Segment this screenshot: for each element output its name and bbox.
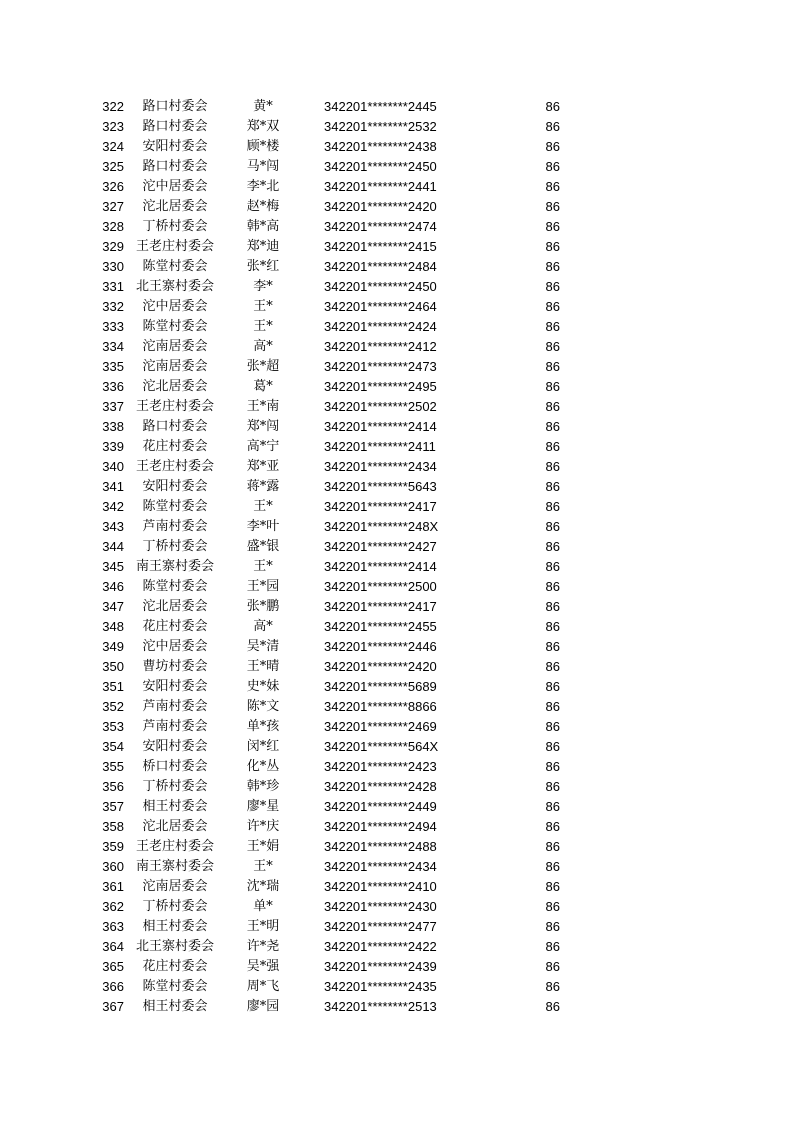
table-row <box>0 877 793 897</box>
person-name: 张*鹏 <box>246 599 280 614</box>
masked-id-number: 342201********2446 <box>324 639 437 654</box>
amount: 86 <box>545 779 560 794</box>
masked-id-number: 342201********2422 <box>324 939 437 954</box>
masked-id-number: 342201********5643 <box>324 479 437 494</box>
table-row <box>0 917 793 937</box>
masked-id-number: 342201********2412 <box>324 339 437 354</box>
village-committee: 陈堂村委会 <box>142 259 208 274</box>
row-number: 367 <box>102 999 124 1014</box>
row-number: 358 <box>102 819 124 834</box>
table-row <box>0 717 793 737</box>
row-number: 348 <box>102 619 124 634</box>
row-number: 340 <box>102 459 124 474</box>
masked-id-number: 342201********2430 <box>324 899 437 914</box>
amount: 86 <box>545 519 560 534</box>
row-number: 344 <box>102 539 124 554</box>
village-committee: 相王村委会 <box>142 799 208 814</box>
person-name: 周*飞 <box>246 979 280 994</box>
row-number: 363 <box>102 919 124 934</box>
table-row <box>0 377 793 397</box>
person-name: 王*明 <box>246 919 280 934</box>
person-name: 廖*星 <box>246 799 280 814</box>
amount: 86 <box>545 399 560 414</box>
amount: 86 <box>545 659 560 674</box>
row-number: 355 <box>102 759 124 774</box>
row-number: 329 <box>102 239 124 254</box>
table-row <box>0 397 793 417</box>
table-row <box>0 417 793 437</box>
roster-table <box>0 97 793 1017</box>
masked-id-number: 342201********2532 <box>324 119 437 134</box>
amount: 86 <box>545 559 560 574</box>
person-name: 闵*红 <box>246 739 280 754</box>
village-committee: 安阳村委会 <box>142 139 208 154</box>
row-number: 356 <box>102 779 124 794</box>
masked-id-number: 342201********2450 <box>324 159 437 174</box>
masked-id-number: 342201********2410 <box>324 879 437 894</box>
person-name: 郑*闯 <box>246 419 280 434</box>
row-number: 330 <box>102 259 124 274</box>
row-number: 328 <box>102 219 124 234</box>
table-row <box>0 597 793 617</box>
village-committee: 南王寨村委会 <box>135 559 214 574</box>
person-name: 许*庆 <box>246 819 280 834</box>
table-row <box>0 237 793 257</box>
masked-id-number: 342201********2428 <box>324 779 437 794</box>
masked-id-number: 342201********2513 <box>324 999 437 1014</box>
row-number: 349 <box>102 639 124 654</box>
table-row <box>0 457 793 477</box>
table-row <box>0 197 793 217</box>
person-name: 陈*文 <box>246 699 280 714</box>
table-row <box>0 117 793 137</box>
village-committee: 丁桥村委会 <box>142 899 208 914</box>
person-name: 王* <box>253 499 273 514</box>
row-number: 333 <box>102 319 124 334</box>
amount: 86 <box>545 119 560 134</box>
table-row <box>0 797 793 817</box>
village-committee: 陈堂村委会 <box>142 499 208 514</box>
row-number: 341 <box>102 479 124 494</box>
table-row <box>0 157 793 177</box>
table-row <box>0 177 793 197</box>
amount: 86 <box>545 839 560 854</box>
person-name: 李*北 <box>246 179 280 194</box>
village-committee: 芦南村委会 <box>142 519 208 534</box>
amount: 86 <box>545 739 560 754</box>
amount: 86 <box>545 299 560 314</box>
person-name: 顾*楼 <box>246 139 280 154</box>
amount: 86 <box>545 859 560 874</box>
village-committee: 王老庄村委会 <box>135 399 214 414</box>
table-row <box>0 317 793 337</box>
row-number: 345 <box>102 559 124 574</box>
row-number: 323 <box>102 119 124 134</box>
table-row <box>0 617 793 637</box>
table-row <box>0 737 793 757</box>
masked-id-number: 342201********2495 <box>324 379 437 394</box>
village-committee: 芦南村委会 <box>142 719 208 734</box>
table-row <box>0 277 793 297</box>
amount: 86 <box>545 679 560 694</box>
masked-id-number: 342201********2494 <box>324 819 437 834</box>
village-committee: 相王村委会 <box>142 919 208 934</box>
amount: 86 <box>545 379 560 394</box>
amount: 86 <box>545 279 560 294</box>
row-number: 338 <box>102 419 124 434</box>
table-row <box>0 957 793 977</box>
village-committee: 安阳村委会 <box>142 739 208 754</box>
person-name: 吴*强 <box>246 959 280 974</box>
masked-id-number: 342201********2450 <box>324 279 437 294</box>
village-committee: 沱中居委会 <box>142 179 208 194</box>
row-number: 343 <box>102 519 124 534</box>
village-committee: 芦南村委会 <box>142 699 208 714</box>
person-name: 王*娟 <box>246 839 280 854</box>
row-number: 364 <box>102 939 124 954</box>
masked-id-number: 342201********2427 <box>324 539 437 554</box>
village-committee: 南王寨村委会 <box>135 859 214 874</box>
masked-id-number: 342201********2438 <box>324 139 437 154</box>
masked-id-number: 342201********2484 <box>324 259 437 274</box>
masked-id-number: 342201********2464 <box>324 299 437 314</box>
table-row <box>0 837 793 857</box>
person-name: 高* <box>253 619 273 634</box>
amount: 86 <box>545 419 560 434</box>
amount: 86 <box>545 999 560 1014</box>
person-name: 赵*梅 <box>246 199 280 214</box>
person-name: 吴*清 <box>246 639 280 654</box>
amount: 86 <box>545 939 560 954</box>
person-name: 许*尧 <box>246 939 280 954</box>
amount: 86 <box>545 579 560 594</box>
row-number: 334 <box>102 339 124 354</box>
village-committee: 陈堂村委会 <box>142 579 208 594</box>
row-number: 353 <box>102 719 124 734</box>
masked-id-number: 342201********2502 <box>324 399 437 414</box>
row-number: 362 <box>102 899 124 914</box>
village-committee: 丁桥村委会 <box>142 779 208 794</box>
village-committee: 北王寨村委会 <box>135 939 214 954</box>
person-name: 葛* <box>253 379 273 394</box>
table-row <box>0 497 793 517</box>
person-name: 化*丛 <box>246 759 280 774</box>
person-name: 张*红 <box>246 259 280 274</box>
village-committee: 丁桥村委会 <box>142 539 208 554</box>
masked-id-number: 342201********2414 <box>324 559 437 574</box>
amount: 86 <box>545 539 560 554</box>
row-number: 366 <box>102 979 124 994</box>
village-committee: 王老庄村委会 <box>135 839 214 854</box>
table-row <box>0 857 793 877</box>
person-name: 黄* <box>253 99 273 114</box>
table-row <box>0 537 793 557</box>
masked-id-number: 342201********8866 <box>324 699 437 714</box>
row-number: 326 <box>102 179 124 194</box>
row-number: 350 <box>102 659 124 674</box>
table-row <box>0 217 793 237</box>
masked-id-number: 342201********2415 <box>324 239 437 254</box>
person-name: 郑*双 <box>246 119 280 134</box>
amount: 86 <box>545 239 560 254</box>
masked-id-number: 342201********564X <box>324 739 439 754</box>
masked-id-number: 342201********2473 <box>324 359 437 374</box>
village-committee: 沱南居委会 <box>142 359 208 374</box>
village-committee: 安阳村委会 <box>142 679 208 694</box>
masked-id-number: 342201********2500 <box>324 579 437 594</box>
row-number: 342 <box>102 499 124 514</box>
masked-id-number: 342201********2449 <box>324 799 437 814</box>
village-committee: 北王寨村委会 <box>135 279 214 294</box>
person-name: 单* <box>253 899 273 914</box>
table-row <box>0 997 793 1017</box>
table-row <box>0 937 793 957</box>
person-name: 李*叶 <box>246 519 280 534</box>
amount: 86 <box>545 759 560 774</box>
table-row <box>0 657 793 677</box>
amount: 86 <box>545 899 560 914</box>
amount: 86 <box>545 199 560 214</box>
person-name: 蒋*露 <box>246 479 280 494</box>
table-row <box>0 677 793 697</box>
village-committee: 相王村委会 <box>142 999 208 1014</box>
masked-id-number: 342201********2420 <box>324 659 437 674</box>
village-committee: 沱北居委会 <box>142 379 208 394</box>
person-name: 李* <box>253 279 273 294</box>
village-committee: 沱中居委会 <box>142 639 208 654</box>
village-committee: 路口村委会 <box>142 419 208 434</box>
table-row <box>0 437 793 457</box>
masked-id-number: 342201********2455 <box>324 619 437 634</box>
village-committee: 沱南居委会 <box>142 339 208 354</box>
person-name: 王* <box>253 559 273 574</box>
village-committee: 安阳村委会 <box>142 479 208 494</box>
amount: 86 <box>545 599 560 614</box>
person-name: 郑*亚 <box>246 459 280 474</box>
row-number: 325 <box>102 159 124 174</box>
village-committee: 王老庄村委会 <box>135 459 214 474</box>
amount: 86 <box>545 159 560 174</box>
amount: 86 <box>545 719 560 734</box>
village-committee: 路口村委会 <box>142 99 208 114</box>
masked-id-number: 342201********2474 <box>324 219 437 234</box>
row-number: 324 <box>102 139 124 154</box>
masked-id-number: 342201********2435 <box>324 979 437 994</box>
row-number: 365 <box>102 959 124 974</box>
masked-id-number: 342201********2423 <box>324 759 437 774</box>
amount: 86 <box>545 479 560 494</box>
table-row <box>0 357 793 377</box>
village-committee: 沱中居委会 <box>142 299 208 314</box>
person-name: 王*南 <box>246 399 280 414</box>
masked-id-number: 342201********2434 <box>324 859 437 874</box>
row-number: 359 <box>102 839 124 854</box>
masked-id-number: 342201********5689 <box>324 679 437 694</box>
row-number: 361 <box>102 879 124 894</box>
masked-id-number: 342201********2424 <box>324 319 437 334</box>
person-name: 郑*迪 <box>246 239 280 254</box>
amount: 86 <box>545 979 560 994</box>
amount: 86 <box>545 639 560 654</box>
table-row <box>0 897 793 917</box>
amount: 86 <box>545 99 560 114</box>
row-number: 332 <box>102 299 124 314</box>
village-committee: 王老庄村委会 <box>135 239 214 254</box>
amount: 86 <box>545 459 560 474</box>
table-row <box>0 577 793 597</box>
village-committee: 曹坊村委会 <box>142 659 208 674</box>
amount: 86 <box>545 319 560 334</box>
person-name: 王* <box>253 299 273 314</box>
table-row <box>0 777 793 797</box>
person-name: 王*园 <box>246 579 280 594</box>
person-name: 王*晴 <box>246 659 280 674</box>
masked-id-number: 342201********248X <box>324 519 439 534</box>
village-committee: 陈堂村委会 <box>142 319 208 334</box>
amount: 86 <box>545 359 560 374</box>
table-row <box>0 697 793 717</box>
village-committee: 陈堂村委会 <box>142 979 208 994</box>
amount: 86 <box>545 179 560 194</box>
table-row <box>0 97 793 117</box>
masked-id-number: 342201********2417 <box>324 499 437 514</box>
amount: 86 <box>545 799 560 814</box>
person-name: 马*闯 <box>246 159 280 174</box>
row-number: 337 <box>102 399 124 414</box>
amount: 86 <box>545 139 560 154</box>
row-number: 331 <box>102 279 124 294</box>
row-number: 347 <box>102 599 124 614</box>
row-number: 327 <box>102 199 124 214</box>
amount: 86 <box>545 339 560 354</box>
masked-id-number: 342201********2477 <box>324 919 437 934</box>
table-row <box>0 817 793 837</box>
masked-id-number: 342201********2441 <box>324 179 437 194</box>
table-row <box>0 257 793 277</box>
masked-id-number: 342201********2488 <box>324 839 437 854</box>
village-committee: 花庄村委会 <box>142 619 208 634</box>
masked-id-number: 342201********2414 <box>324 419 437 434</box>
amount: 86 <box>545 879 560 894</box>
table-row <box>0 297 793 317</box>
row-number: 336 <box>102 379 124 394</box>
table-row <box>0 517 793 537</box>
table-row <box>0 977 793 997</box>
row-number: 360 <box>102 859 124 874</box>
person-name: 高* <box>253 339 273 354</box>
person-name: 盛*银 <box>246 539 280 554</box>
row-number: 352 <box>102 699 124 714</box>
table-row <box>0 757 793 777</box>
masked-id-number: 342201********2469 <box>324 719 437 734</box>
masked-id-number: 342201********2439 <box>324 959 437 974</box>
amount: 86 <box>545 819 560 834</box>
table-row <box>0 477 793 497</box>
row-number: 335 <box>102 359 124 374</box>
person-name: 王* <box>253 319 273 334</box>
person-name: 史*妹 <box>246 679 280 694</box>
person-name: 王* <box>253 859 273 874</box>
village-committee: 桥口村委会 <box>142 759 208 774</box>
village-committee: 花庄村委会 <box>142 959 208 974</box>
amount: 86 <box>545 699 560 714</box>
table-row <box>0 137 793 157</box>
row-number: 351 <box>102 679 124 694</box>
row-number: 346 <box>102 579 124 594</box>
table-row <box>0 557 793 577</box>
village-committee: 路口村委会 <box>142 159 208 174</box>
row-number: 357 <box>102 799 124 814</box>
masked-id-number: 342201********2445 <box>324 99 437 114</box>
person-name: 张*超 <box>246 359 280 374</box>
table-row <box>0 337 793 357</box>
amount: 86 <box>545 619 560 634</box>
village-committee: 沱南居委会 <box>142 879 208 894</box>
amount: 86 <box>545 439 560 454</box>
amount: 86 <box>545 259 560 274</box>
masked-id-number: 342201********2420 <box>324 199 437 214</box>
village-committee: 沱北居委会 <box>142 199 208 214</box>
row-number: 354 <box>102 739 124 754</box>
amount: 86 <box>545 959 560 974</box>
village-committee: 丁桥村委会 <box>142 219 208 234</box>
row-number: 339 <box>102 439 124 454</box>
person-name: 韩*珍 <box>246 779 280 794</box>
masked-id-number: 342201********2434 <box>324 459 437 474</box>
person-name: 高*宁 <box>246 439 280 454</box>
table-row <box>0 637 793 657</box>
row-number: 322 <box>102 99 124 114</box>
masked-id-number: 342201********2417 <box>324 599 437 614</box>
village-committee: 沱北居委会 <box>142 599 208 614</box>
person-name: 廖*园 <box>246 999 280 1014</box>
person-name: 沈*瑞 <box>246 879 280 894</box>
amount: 86 <box>545 919 560 934</box>
village-committee: 花庄村委会 <box>142 439 208 454</box>
person-name: 单*孩 <box>246 719 280 734</box>
village-committee: 路口村委会 <box>142 119 208 134</box>
amount: 86 <box>545 219 560 234</box>
masked-id-number: 342201********2411 <box>324 439 436 454</box>
village-committee: 沱北居委会 <box>142 819 208 834</box>
person-name: 韩*高 <box>246 219 280 234</box>
amount: 86 <box>545 499 560 514</box>
